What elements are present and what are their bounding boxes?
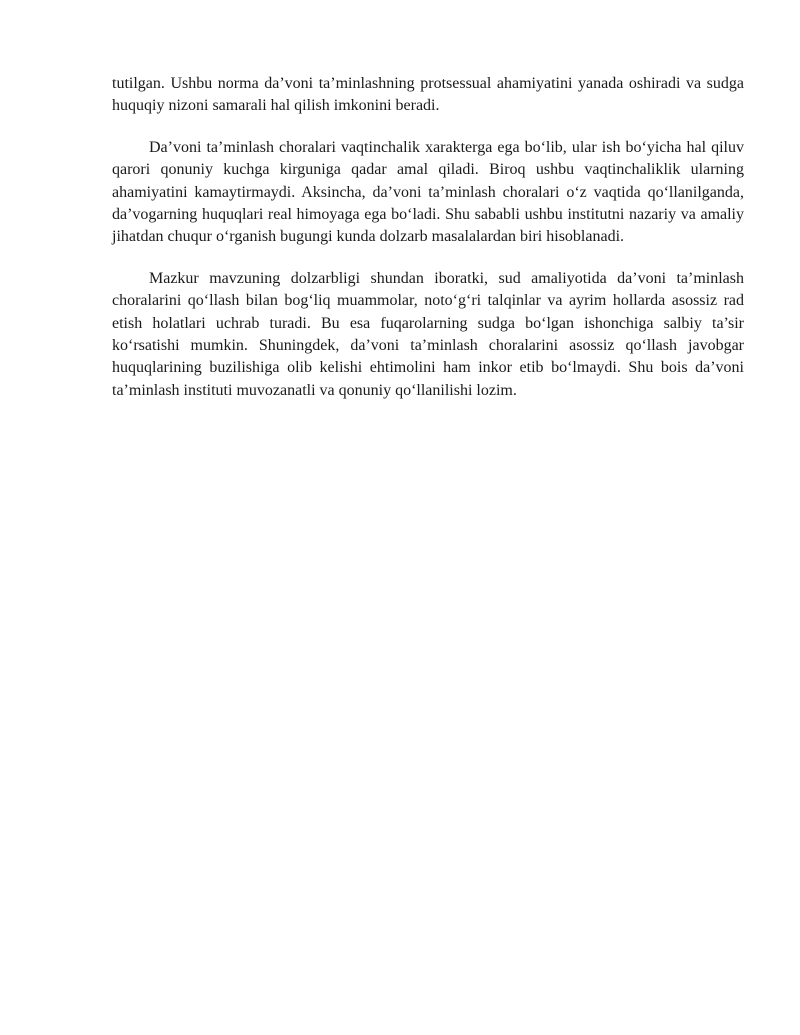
paragraph-relevance: Mazkur mavzuning dolzarbligi shundan iboratki, sud amaliyotida da’voni ta’minlash choralarini qo‘llash bilan bog‘liq muammolar, noto‘g‘ri talqinlar va ayrim hollarda asossiz rad etish holatlari uchrab turadi. Bu esa fuqarolarning sudga bo‘lgan ishonchiga salbiy ta’sir ko‘rsatishi mumkin. Shuningdek, da’voni ta’minlash choralarini asossiz qo‘llash javobgar huquqlarining buzilishiga olib kelishi ehtimolini ham inkor etib bo‘lmaydi. Shu bois da’voni ta’minlash instituti muvozanatli va qonuniy qo‘llanilishi lozim. [112,269,744,399]
paragraph-continuation: tutilgan. Ushbu norma da’voni ta’minlashning protsessual ahamiyatini yanada oshiradi va sudga huquqiy nizoni samarali hal qilish imkonini beradi. [112,75,744,115]
document-body [112,73,744,421]
paragraph-temporary-nature: Da’voni ta’minlash choralari vaqtinchalik xarakterga ega bo‘lib, ular ish bo‘yicha hal qiluv qarori qonuniy kuchga kirguniga qadar amal qiladi. Biroq ushbu vaqtinchaliklik ularning ahamiyatini kamaytirmaydi. Aksincha, da’voni ta’minlash choralari o‘z vaqtida qo‘llanilganda, da’vogarning huquqlari real himoyaga ega bo‘ladi. Shu sababli ushbu institutni nazariy va amaliy jihatdan chuqur o‘rganish bugungi kunda dolzarb masalalardan biri hisoblanadi. [112,138,744,246]
